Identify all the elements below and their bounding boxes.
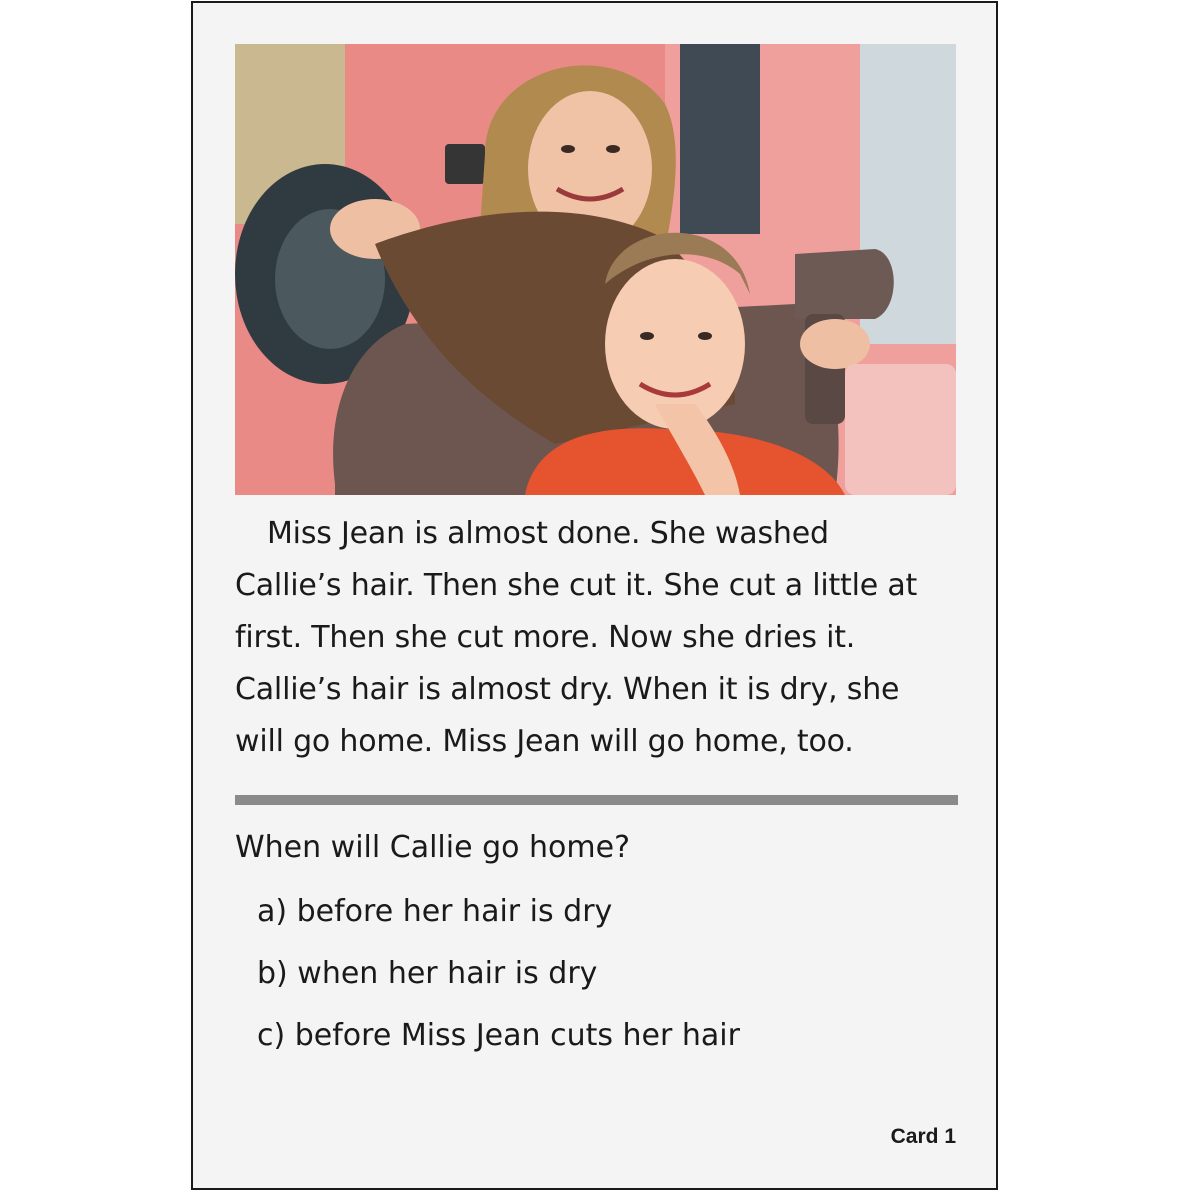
reading-card [191,1,998,1190]
salon-photo [235,44,956,495]
answer-choice-b: b) when her hair is dry [257,956,598,991]
answer-choice-a: a) before her hair is dry [257,894,613,929]
section-divider [235,795,958,805]
reading-passage: Miss Jean is almost done. She washed Callie’s hair. Then she cut it. She cut a little at first. Then she cut more. Now she dries it. Callie’s hair is almost dry. When it is dry, she will go home. Miss Jean will go home, too. [235,516,918,759]
comprehension-question: When will Callie go home? [235,830,630,865]
answer-choices [257,887,740,1073]
answer-choice-c: c) before Miss Jean cuts her hair [257,1018,740,1053]
card-number-label: Card 1 [890,1125,956,1148]
